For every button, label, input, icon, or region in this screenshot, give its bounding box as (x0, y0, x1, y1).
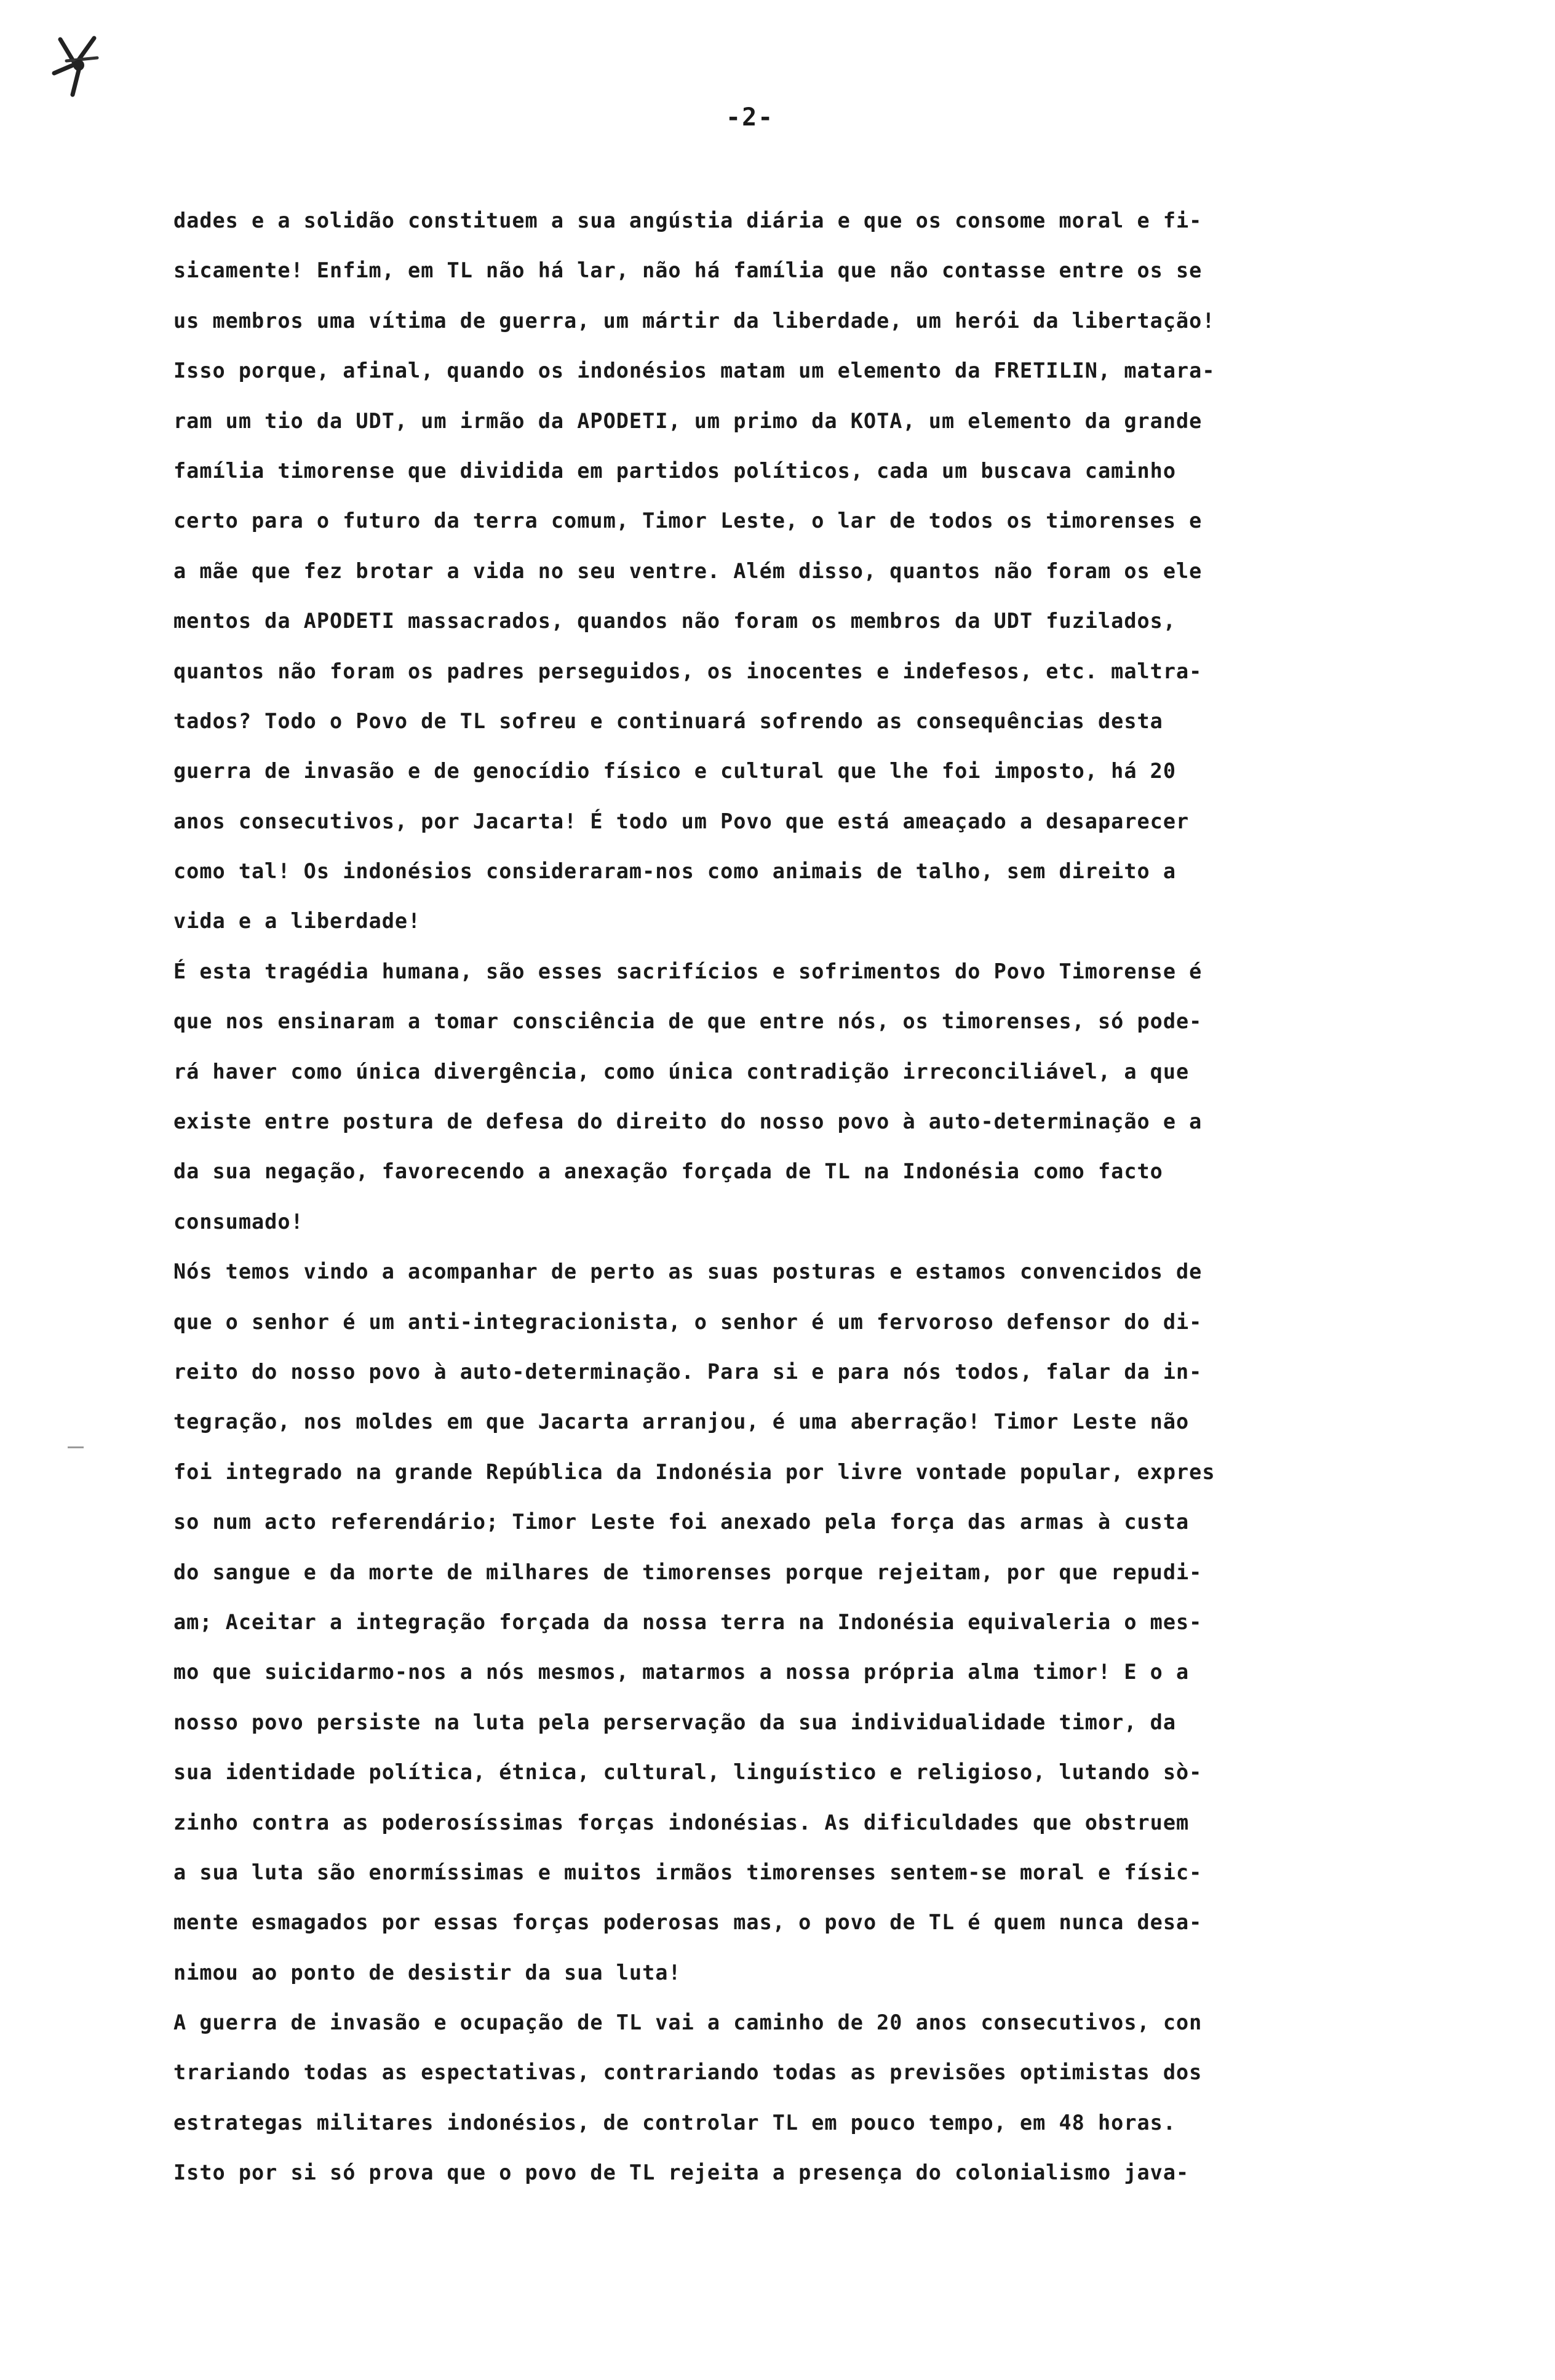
text-line: so num acto referendário; Timor Leste foi anexado pela força das armas à custa (173, 1510, 1190, 1534)
letter-body (173, 196, 1398, 2198)
text-line: mentos da APODETI massacrados, quandos não foram os membros da UDT fuzilados, (173, 609, 1176, 633)
text-line: foi integrado na grande República da Indonésia por livre vontade popular, expres (173, 1459, 1215, 1484)
text-line: existe entre postura de defesa do direito do nosso povo à auto-determinação e a (173, 1109, 1203, 1134)
text-line: guerra de invasão e de genocídio físico e cultural que lhe foi imposto, há 20 (173, 759, 1176, 783)
text-line: da sua negação, favorecendo a anexação forçada de TL na Indonésia como facto (173, 1159, 1163, 1184)
text-line: ram um tio da UDT, um irmão da APODETI, um primo da KOTA, um elemento da grande (173, 408, 1203, 433)
text-line: que nos ensinaram a tomar consciência de que entre nós, os timorenses, só pode- (173, 1009, 1203, 1034)
page-number: -2- (726, 103, 774, 132)
text-line: como tal! Os indonésios consideraram-nos como animais de talho, sem direito a (173, 859, 1176, 884)
text-line: anos consecutivos, por Jacarta! É todo um Povo que está ameaçado a desaparecer (173, 809, 1190, 833)
text-line: zinho contra as poderosíssimas forças indonésias. As dificuldades que obstruem (173, 1810, 1190, 1835)
text-line: mo que suicidarmo-nos a nós mesmos, matarmos a nossa própria alma timor! E o a (173, 1660, 1190, 1684)
text-line: nosso povo persiste na luta pela perservação da sua individualidade timor, da (173, 1710, 1176, 1734)
text-line: a mãe que fez brotar a vida no seu ventre. Além disso, quantos não foram os ele (173, 558, 1203, 583)
handwritten-mark-icon (42, 27, 116, 101)
text-line: quantos não foram os padres perseguidos, os inocentes e indefesos, etc. maltra- (173, 659, 1203, 683)
text-line: trariando todas as espectativas, contrariando todas as previsões optimistas dos (173, 2060, 1203, 2085)
text-line: É esta tragédia humana, são esses sacrifícios e sofrimentos do Povo Timorense é (173, 959, 1203, 983)
text-line: us membros uma vítima de guerra, um mártir da liberdade, um herói da libertação! (173, 308, 1215, 333)
text-line: am; Aceitar a integração forçada da nossa terra na Indonésia equivaleria o mes- (173, 1609, 1203, 1634)
text-line: sua identidade política, étnica, cultural, linguístico e religioso, lutando sò- (173, 1760, 1203, 1785)
text-line: vida e a liberdade! (173, 909, 421, 934)
text-line: Isto por si só prova que o povo de TL rejeita a presença do colonialismo java- (173, 2160, 1190, 2185)
text-line: rá haver como única divergência, como única contradição irreconciliável, a que (173, 1059, 1190, 1084)
margin-mark (68, 1446, 84, 1448)
text-line: reito do nosso povo à auto-determinação. Para si e para nós todos, falar da in- (173, 1359, 1203, 1384)
text-line: nimou ao ponto de desistir da sua luta! (173, 1960, 682, 1985)
text-line: dades e a solidão constituem a sua angústia diária e que os consome moral e fi- (173, 208, 1203, 232)
text-line: que o senhor é um anti-integracionista, o senhor é um fervoroso defensor do di- (173, 1309, 1203, 1334)
text-line: tegração, nos moldes em que Jacarta arranjou, é uma aberração! Timor Leste não (173, 1410, 1190, 1434)
text-line: mente esmagados por essas forças poderosas mas, o povo de TL é quem nunca desa- (173, 1910, 1203, 1935)
text-line: família timorense que dividida em partidos políticos, cada um buscava caminho (173, 458, 1176, 483)
text-line: sicamente! Enfim, em TL não há lar, não há família que não contasse entre os se (173, 258, 1203, 283)
text-line: Nós temos vindo a acompanhar de perto as suas posturas e estamos convencidos de (173, 1259, 1203, 1284)
text-line: consumado! (173, 1209, 304, 1234)
text-line: A guerra de invasão e ocupação de TL vai a caminho de 20 anos consecutivos, con (173, 2010, 1203, 2035)
text-line: Isso porque, afinal, quando os indonésios matam um elemento da FRETILIN, matara- (173, 359, 1215, 383)
text-line: a sua luta são enormíssimas e muitos irmãos timorenses sentem-se moral e físic- (173, 1860, 1203, 1884)
text-line: estrategas militares indonésios, de controlar TL em pouco tempo, em 48 horas. (173, 2110, 1176, 2135)
text-line: tados? Todo o Povo de TL sofreu e continuará sofrendo as consequências desta (173, 708, 1163, 733)
text-line: certo para o futuro da terra comum, Timor Leste, o lar de todos os timorenses e (173, 509, 1203, 533)
text-line: do sangue e da morte de milhares de timorenses porque rejeitam, por que repudi- (173, 1560, 1203, 1584)
